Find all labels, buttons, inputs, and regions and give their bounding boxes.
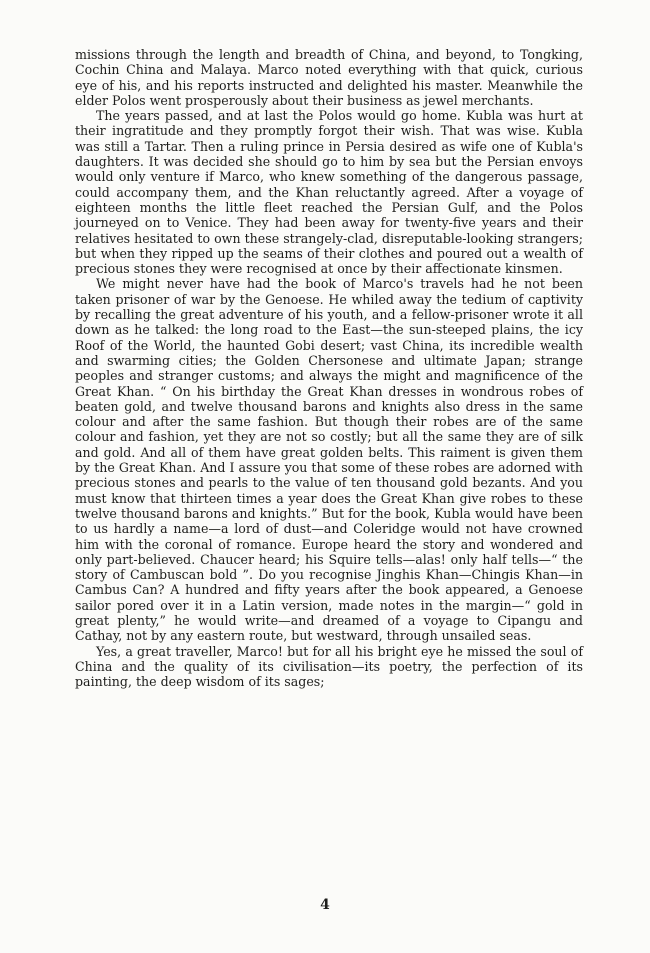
page-number: 4 [320, 897, 330, 913]
body-text [75, 47, 583, 689]
paragraph-book-of-travels: We might never have had the book of Marco's travels had he not been taken prisoner of war by the Genoese. He whiled away the tedium of captivity by recalling the great adventure of his youth, and a fellow-prisoner wrote it all down as he talked: the long road to the East—the sun-steeped plains, the icy Roof of the World, the haunted Gobi desert; vast China, its incredible wealth and swarming cities; the Golden Chersonese and ultimate Japan; strange peoples and stranger customs; and always the might and magnificence of the Great Khan. “ On his birthday the Great Khan dresses in wondrous robes of beaten gold, and twelve thousand barons and knights also dress in the same colour and after the same fashion. But though their robes are of the same colour and fashion, yet they are not so costly; but all the same they are of silk and gold. And all of them have great golden belts. This raiment is given them by the Great Khan. And I assure you that some of these robes are adorned with precious stones and pearls to the value of ten thousand gold bezants. And you must know that thirteen times a year does the Great Khan give robes to these twelve thousand barons and knights.” But for the book, Kubla would have been to us hardly a name—a lord of dust—and Coleridge would not have crowned him with the coronal of romance. Europe heard the story and wondered and only part-believed. Chaucer heard; his Squire tells—alas! only half tells—“ the story of Cambuscan bold ”. Do you recognise Jinghis Khan—Chingis Khan—in Cambus Can? A hundred and fifty years after the book appeared, a Genoese sailor pored over it in a Latin version, made notes in the margin—“ gold in great plenty,” he would write—and dreamed of a voyage to Cipangu and Cathay, not by any eastern route, but westward, through unsailed seas. [75, 276, 583, 644]
paragraph-polos-return: The years passed, and at last the Polos would go home. Kubla was hurt at their ingratitude and they promptly forgot their wish. That was wise. Kubla was still a Tartar. Then a ruling prince in Persia desired as wife one of Kubla's daughters. It was decided she should go to him by sea but the Persian envoys would only venture if Marco, who knew something of the dangerous passage, could accompany them, and the Khan reluctantly agreed. After a voyage of eighteen months the little fleet reached the Persian Gulf, and the Polos journeyed on to Venice. They had been away for twenty-five years and their relatives hesitated to own these strangely-clad, disreputable-looking strangers; but when they ripped up the seams of their clothes and poured out a wealth of precious stones they were recognised at once by their affectionate kinsmen. [75, 108, 583, 277]
paragraph-continued: missions through the length and breadth of China, and beyond, to Tongking, Cochin China and Malaya. Marco noted everything with that quick, curious eye of his, and his reports instructed and delighted his master. Meanwhile the elder Polos went prosperously about their business as jewel merchants. [75, 47, 583, 108]
paragraph-great-traveller: Yes, a great traveller, Marco! but for all his bright eye he missed the soul of China and the quality of its civilisation—its poetry, the perfection of its painting, the deep wisdom of its sages; [75, 643, 583, 690]
